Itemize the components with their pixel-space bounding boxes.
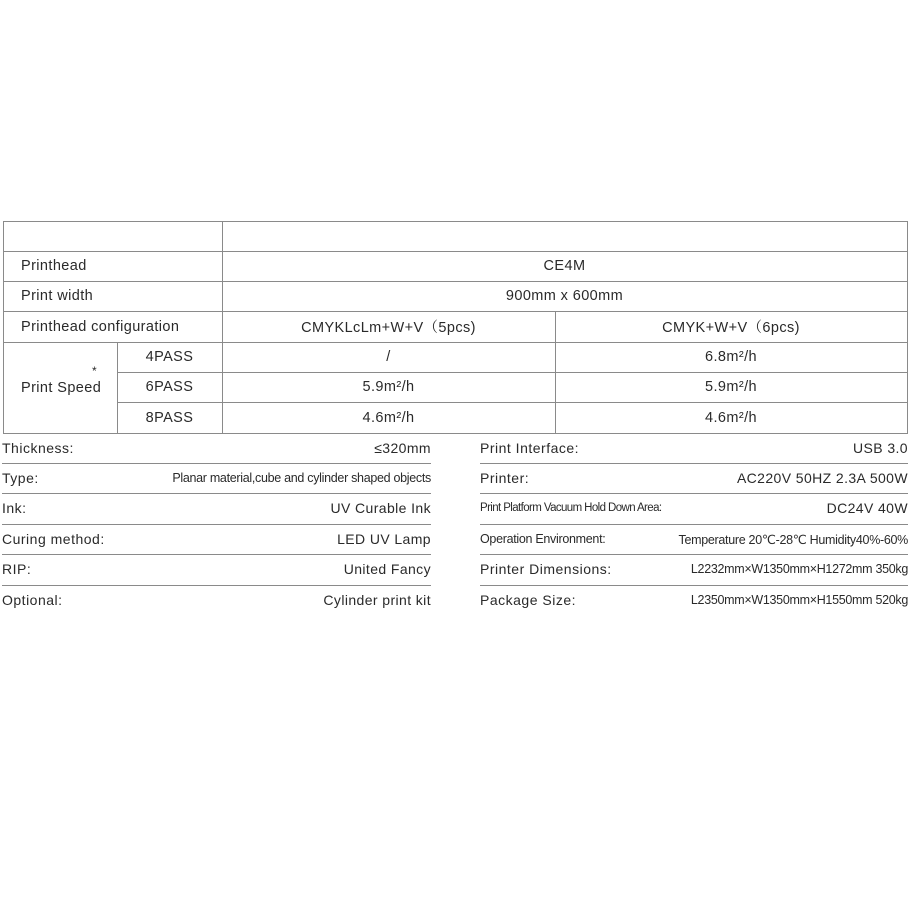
spec-value: L2350mm×W1350mm×H1550mm 520kg	[690, 593, 908, 607]
spec-label: Print Platform Vacuum Hold Down Area:	[480, 502, 662, 514]
pass-mode: 4PASS	[145, 349, 194, 365]
spec-value: L2232mm×W1350mm×H1272mm 350kg	[690, 562, 908, 576]
printhead-value: CE4M	[543, 258, 586, 274]
spec-label: Printer Dimensions:	[480, 561, 612, 577]
print-width-value: 900mm x 600mm	[505, 288, 624, 304]
spec-value: Temperature 20℃-28℃ Humidity40%-60%	[678, 532, 908, 547]
pass-mode: 6PASS	[145, 379, 194, 395]
pass-mode: 8PASS	[145, 409, 194, 426]
pass-value-b: 5.9m²/h	[705, 379, 757, 395]
pass-value-a: 5.9m²/h	[362, 379, 415, 395]
config-value-b: CMYK+W+V（6pcs)	[662, 320, 800, 336]
spec-label: RIP:	[2, 561, 32, 577]
printhead-label: Printhead	[21, 258, 87, 274]
spec-label: Print Interface:	[480, 440, 580, 456]
spec-label: Printer:	[480, 470, 530, 486]
spec-label: Type:	[2, 470, 39, 486]
spec-label: Ink:	[2, 500, 27, 516]
spec-label: Optional:	[2, 592, 63, 608]
pass-value-a: 4.6m²/h	[362, 409, 415, 426]
pass-value-b: 6.8m²/h	[705, 349, 757, 365]
spec-label: Operation Environment:	[480, 532, 606, 546]
spec-value: United Fancy	[343, 561, 431, 577]
pass-value-a: /	[386, 349, 391, 365]
spec-label: Package Size:	[480, 592, 576, 608]
spec-value: DC24V 40W	[826, 500, 908, 516]
spec-value: USB 3.0	[853, 440, 908, 456]
spec-value: ≤320mm	[374, 440, 431, 456]
spec-value: UV Curable Ink	[330, 500, 431, 516]
print-speed-label: Print Speed	[21, 379, 102, 396]
spec-label: Curing method:	[2, 531, 105, 547]
spec-value: AC220V 50HZ 2.3A 500W	[736, 470, 908, 486]
pass-value-b: 4.6m²/h	[705, 409, 757, 426]
config-value-a: CMYKLcLm+W+V（5pcs)	[301, 320, 476, 336]
print-speed-marker: *	[92, 364, 97, 378]
table-border-right	[907, 221, 908, 433]
spec-value: Planar material,cube and cylinder shaped objects	[172, 471, 431, 485]
spec-label: Thickness:	[2, 440, 74, 456]
spec-value: LED UV Lamp	[337, 531, 431, 547]
config-label: Printhead configuration	[21, 318, 180, 335]
spec-value: Cylinder print kit	[323, 592, 431, 608]
table-header-right	[222, 221, 907, 251]
print-width-label: Print width	[21, 288, 94, 304]
